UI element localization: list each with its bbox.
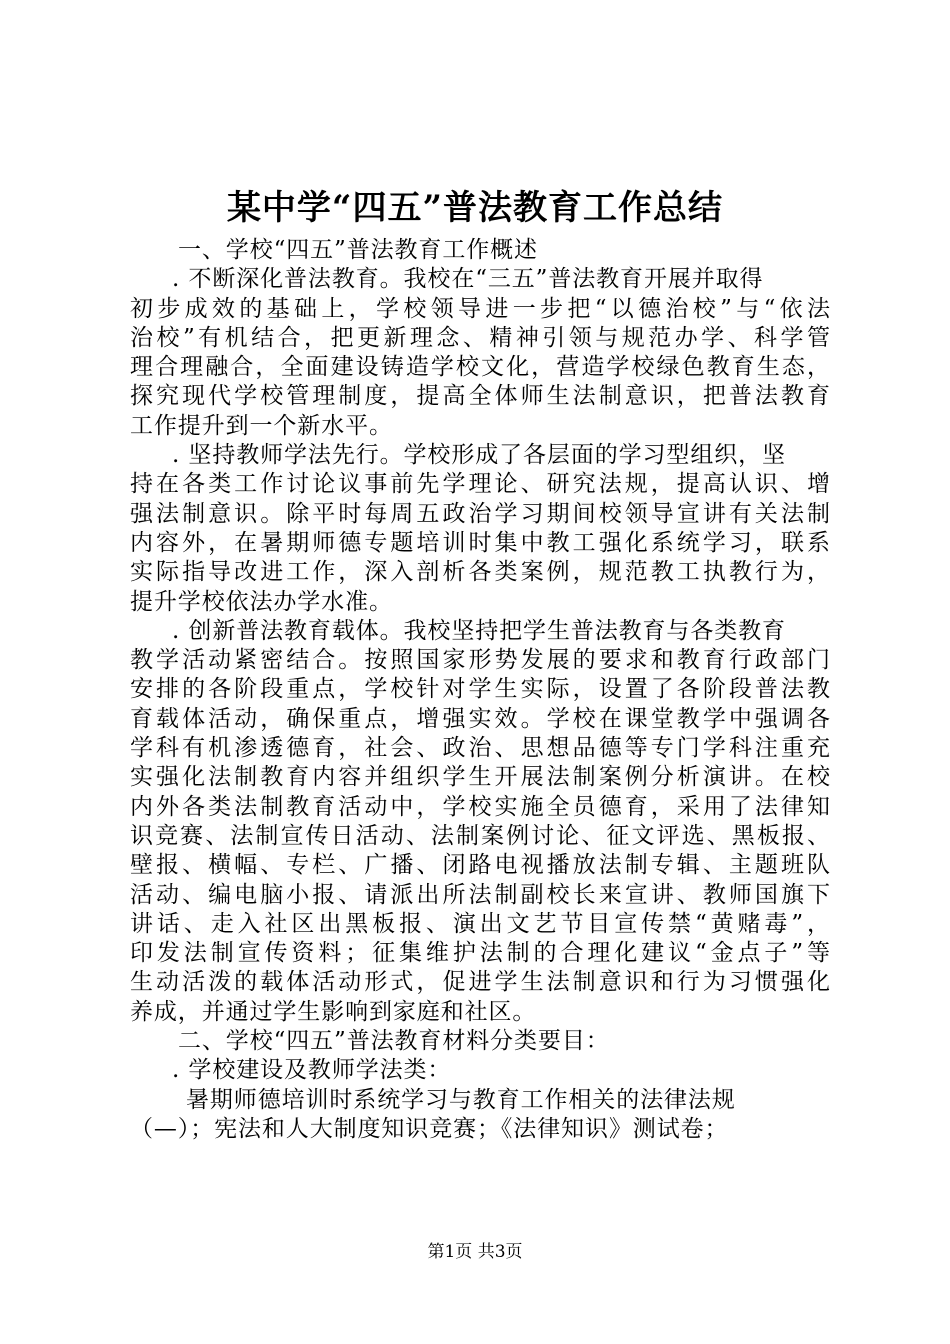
paragraph-1-line-3: 治校”有机结合，把更新理念、精神引领与规范办学、科学管 xyxy=(130,324,830,351)
paragraph-2-line-3: 强法制意识。除平时每周五政治学习期间校领导宣讲有关法制 xyxy=(130,500,830,527)
paragraph-3-line-1: . 创新普法教育载体。我校坚持把学生普法教育与各类教育 xyxy=(172,617,786,644)
paragraph-3-line-5: 学科有机渗透德育，社会、政治、思想品德等专门学科注重充 xyxy=(130,735,830,762)
document-body xyxy=(130,236,830,1144)
paragraph-3-line-6: 实强化法制教育内容并组织学生开展法制案例分析演讲。在校 xyxy=(130,764,830,791)
paragraph-3-line-13: 生动活泼的载体活动形式，促进学生法制意识和行为习惯强化 xyxy=(130,969,830,996)
paragraph-2-line-1: . 坚持教师学法先行。学校形成了各层面的学习型组织，坚 xyxy=(172,442,786,469)
paragraph-3-line-12: 印发法制宣传资料；征集维护法制的合理化建议“金点子”等 xyxy=(130,940,830,967)
paragraph-1-line-6: 工作提升到一个新水平。 xyxy=(130,412,393,439)
paragraph-3-line-14: 养成，并通过学生影响到家庭和社区。 xyxy=(130,998,537,1025)
paragraph-2-line-2: 持在各类工作讨论议事前先学理论、研究法规，提高认识、增 xyxy=(130,471,830,498)
paragraph-3-line-7: 内外各类法制教育活动中，学校实施全员德育，采用了法律知 xyxy=(130,793,830,820)
paragraph-2-line-5: 实际指导改进工作，深入剖析各类案例，规范教工执教行为， xyxy=(130,559,830,586)
section-heading-2: 二、学校“四五”普法教育材料分类要目： xyxy=(178,1028,610,1055)
paragraph-3-line-4: 育载体活动，确保重点，增强实效。学校在课堂教学中强调各 xyxy=(130,705,830,732)
paragraph-2-line-6: 提升学校依法办学水准。 xyxy=(130,588,393,615)
paragraph-1-line-5: 探究现代学校管理制度，提高全体师生法制意识，把普法教育 xyxy=(130,383,830,410)
paragraph-4-line-2: （—）；宪法和人大制度知识竞赛；《法律知识》测试卷； xyxy=(130,1115,729,1142)
paragraph-2-line-4: 内容外，在暑期师德专题培训时集中教工强化系统学习，联系 xyxy=(130,529,830,556)
paragraph-1-line-1: . 不断深化普法教育。我校在“三五”普法教育开展并取得 xyxy=(172,266,764,293)
page-number: 第1页 共3页 xyxy=(427,1242,523,1262)
document-title: 某中学“四五”普法教育工作总结 xyxy=(226,188,724,228)
subsection-heading-1: . 学校建设及教师学法类： xyxy=(172,1057,452,1084)
paragraph-3-line-9: 壁报、横幅、专栏、广播、闭路电视播放法制专辑、主题班队 xyxy=(130,852,830,879)
paragraph-3-line-3: 安排的各阶段重点，学校针对学生实际，设置了各阶段普法教 xyxy=(130,676,830,703)
paragraph-3-line-8: 识竞赛、法制宣传日活动、法制案例讨论、征文评选、黑板报、 xyxy=(130,822,830,849)
paragraph-4-line-1: 暑期师德培训时系统学习与教育工作相关的法律法规 xyxy=(186,1086,736,1113)
paragraph-3-line-2: 教学活动紧密结合。按照国家形势发展的要求和教育行政部门 xyxy=(130,647,830,674)
section-heading-1: 一、学校“四五”普法教育工作概述 xyxy=(178,237,538,263)
paragraph-1-line-4: 理合理融合，全面建设铸造学校文化，营造学校绿色教育生态， xyxy=(130,354,830,381)
paragraph-3-line-10: 活动、编电脑小报、请派出所法制副校长来宣讲、教师国旗下 xyxy=(130,881,830,908)
paragraph-3-line-11: 讲话、走入社区出黑板报、演出文艺节目宣传禁“黄赌毒”， xyxy=(130,910,830,937)
paragraph-1-line-2: 初步成效的基础上，学校领导进一步把“以德治校”与“依法 xyxy=(130,295,830,322)
